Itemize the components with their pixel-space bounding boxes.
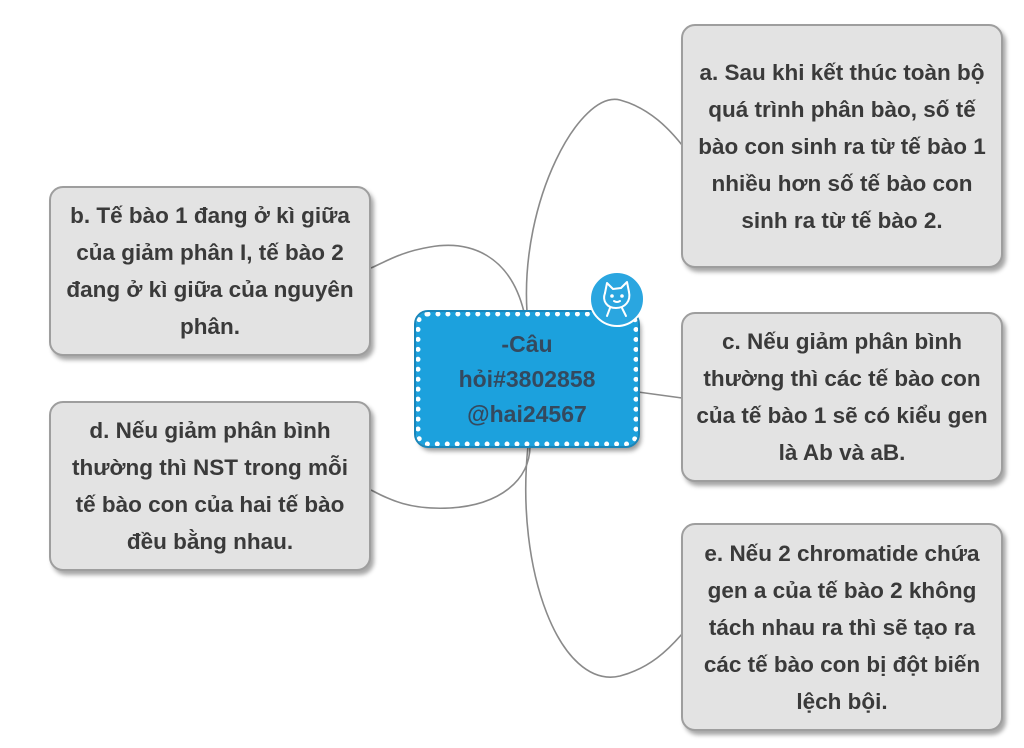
connector-d (371, 446, 530, 508)
central-topic[interactable] (416, 312, 638, 446)
connector-b (371, 245, 524, 312)
central-topic-line-1: -Câu (501, 330, 553, 357)
connector-e (526, 446, 682, 677)
node-d[interactable] (49, 401, 371, 571)
connector-c (638, 392, 682, 398)
central-topic-line-3: @hai24567 (467, 400, 587, 427)
node-c-text: c. Nếu giảm phân bình thường thì các tế bào con của tế bào 1 sẽ có kiểu gen là Ab và aB. (696, 329, 988, 465)
node-d-text: d. Nếu giảm phân bình thường thì NST trong mỗi tế bào con của hai tế bào đều bằng nhau. (72, 418, 348, 554)
central-topic-line-2: hỏi#3802858 (458, 365, 596, 392)
node-e-text: e. Nếu 2 chromatide chứa gen a của tế bào 2 không tách nhau ra thì sẽ tạo ra các tế bào con bị đột biến lệch bội. (703, 540, 981, 714)
node-b[interactable] (49, 186, 371, 356)
node-b-text: b. Tế bào 1 đang ở kì giữa của giảm phân I, tế bào 2 đang ở kì giữa của nguyên phân. (66, 203, 354, 339)
node-e[interactable] (681, 523, 1003, 731)
node-a[interactable] (681, 24, 1003, 268)
node-c[interactable] (681, 312, 1003, 482)
cartoon-cat-icon (588, 270, 646, 328)
node-a-text: a. Sau khi kết thúc toàn bộ quá trình phân bào, số tế bào con sinh ra từ tế bào 1 nhiều hơn số tế bào con sinh ra từ tế bào 2. (698, 59, 986, 233)
